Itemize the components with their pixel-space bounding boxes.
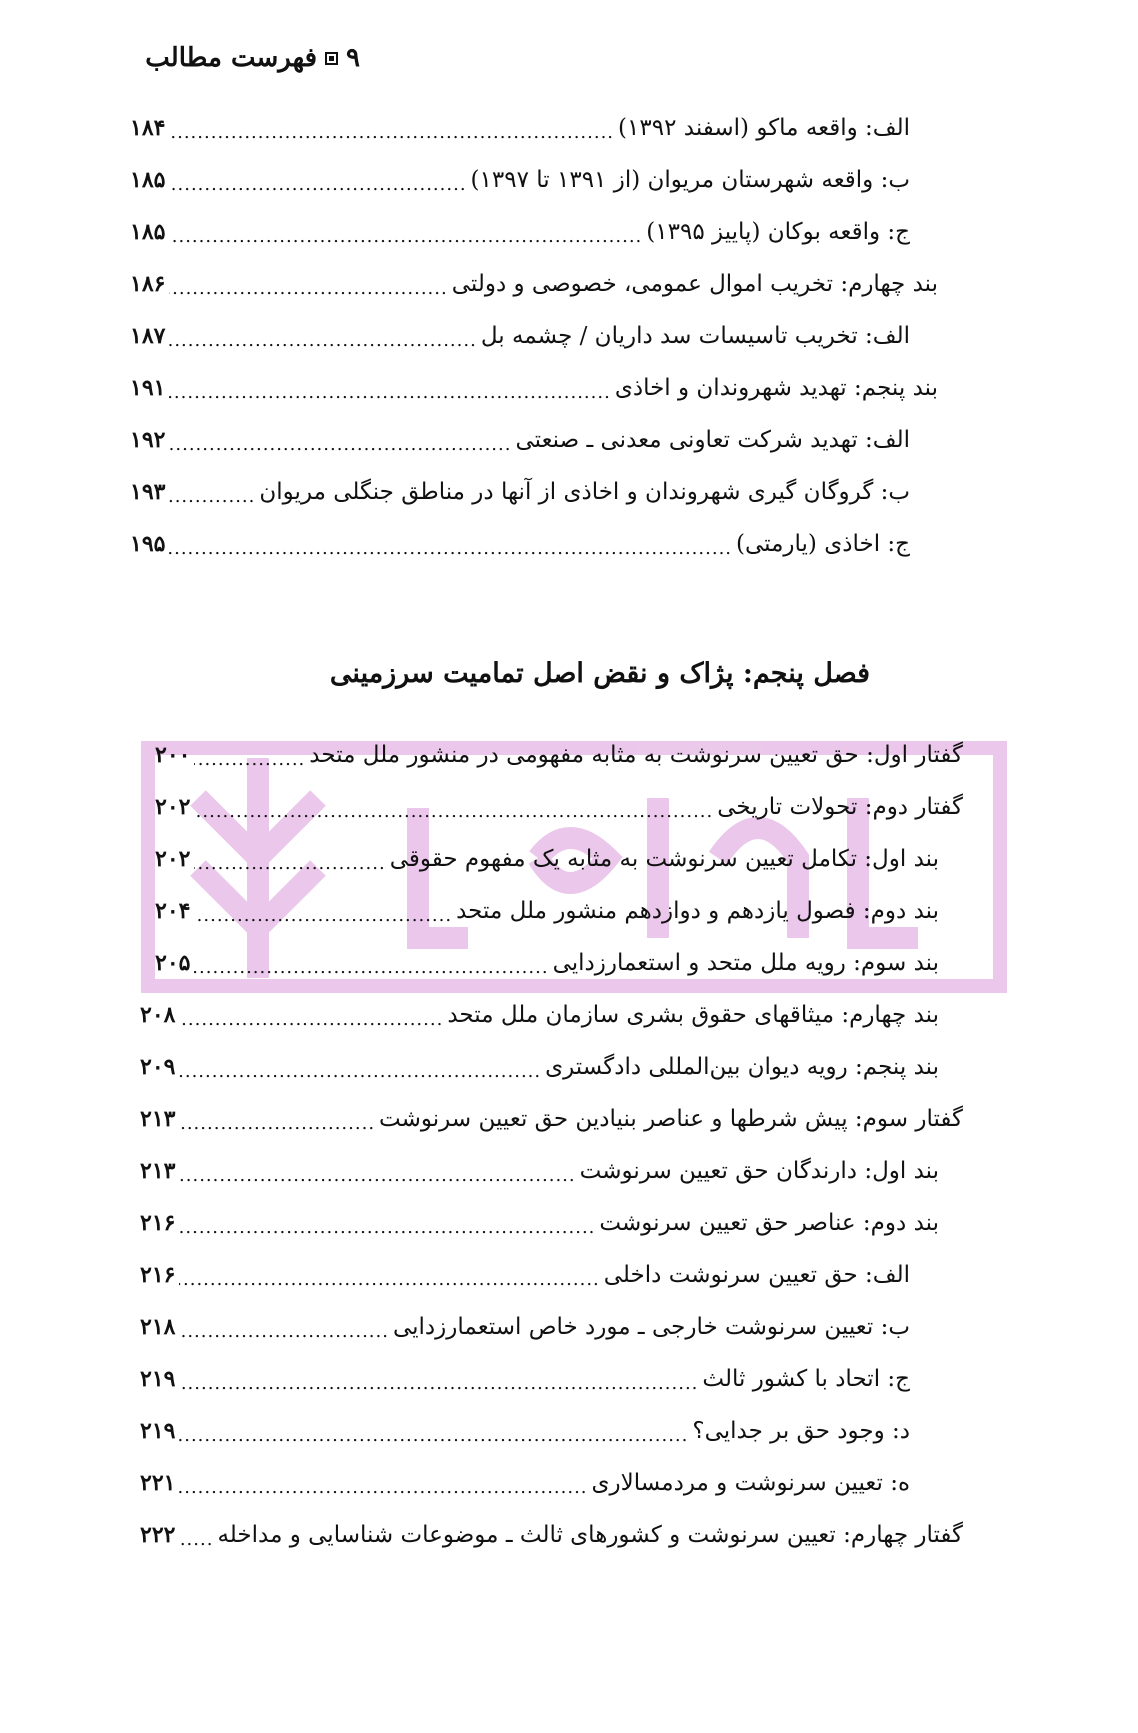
toc-entry-title: بند دوم: فصول یازدهم و دوازدهم منشور ملل متحد [456,898,939,924]
toc-leader-dots [194,957,548,978]
toc-entry [155,787,963,827]
toc-leader-dots [169,122,614,143]
toc-entry-page: ۲۱۹ [140,1418,176,1444]
toc-entry-title: بند اول: تکامل تعیین سرنوشت به مثابه یک مفهوم حقوقی [389,846,939,872]
toc-entry-page: ۲۱۶ [140,1210,176,1236]
header-page-number: ۹ [346,43,360,73]
toc-entry-title: گفتار چهارم: تعیین سرنوشت و کشورهای ثالث ـ موضوعات شناسایی و مداخله [217,1522,963,1548]
toc-leader-dots [194,749,305,770]
toc-entry-title: ب: گروگان گیری شهروندان و اخاذی از آنها در مناطق جنگلی مریوان [259,479,910,505]
toc-leader-dots [179,1425,688,1446]
toc-entry-title: ب: تعیین سرنوشت خارجی ـ مورد خاص استعمارزدایی [392,1314,910,1340]
toc-entry-title: الف: واقعه ماکو (اسفند ۱۳۹۲) [618,115,910,141]
toc-entry [130,108,910,148]
toc-entry-title: ج: اخاذی (یارمتی) [736,531,910,557]
toc-entry-title: د: وجود حق بر جدایی؟ [692,1418,910,1444]
toc-leader-dots [179,1113,375,1134]
toc-entry-page: ۱۹۱ [130,375,166,401]
toc-entry-page: ۲۰۵ [155,950,191,976]
toc-entry-page: ۱۸۴ [130,115,166,141]
toc-leader-dots [194,801,713,822]
toc-entry [130,264,938,304]
toc-leader-dots [169,174,466,195]
toc-leader-dots [169,382,610,403]
toc-entry-title: گفتار سوم: پیش شرطها و عناصر بنیادین حق تعیین سرنوشت [379,1106,963,1132]
toc-entry-title: ج: واقعه بوکان (پاییز ۱۳۹۵) [646,219,910,245]
toc-entry [130,472,910,512]
toc-entry [140,995,939,1035]
toc-entry-page: ۲۱۹ [140,1366,176,1392]
toc-entry-page: ۲۱۶ [140,1262,176,1288]
toc-leader-dots [179,1529,213,1550]
toc-leader-dots [194,853,385,874]
toc-entry-title: بند پنجم: رویه دیوان بین‌المللی دادگستری [545,1054,939,1080]
toc-entry-title: الف: تخریب تاسیسات سد داریان / چشمه بل [480,323,910,349]
toc-entry-page: ۲۰۸ [140,1002,176,1028]
toc-entry-page: ۱۹۵ [130,531,166,557]
toc-entry [155,735,963,775]
toc-leader-dots [169,330,476,351]
toc-entry-title: گفتار اول: حق تعیین سرنوشت به مثابه مفهومی در منشور ملل متحد [309,742,963,768]
toc-entry-page: ۱۹۲ [130,427,166,453]
toc-entry-title: الف: حق تعیین سرنوشت داخلی [603,1262,910,1288]
toc-entry [140,1203,939,1243]
toc-entry-page: ۱۸۵ [130,167,166,193]
toc-entry-title: الف: تهدید شرکت تعاونی معدنی ـ صنعتی [515,427,910,453]
toc-entry-page: ۲۱۸ [140,1314,176,1340]
toc-leader-dots [169,434,511,455]
toc-entry-title: بند پنجم: تهدید شهروندان و اخاذی [614,375,938,401]
toc-entry-page: ۲۰۴ [155,898,191,924]
toc-entry [155,839,939,879]
toc-leader-dots [179,1373,698,1394]
toc-entry-title: ج: اتحاد با کشور ثالث [702,1366,910,1392]
toc-leader-dots [179,1009,443,1030]
toc-entry-page: ۲۰۲ [155,794,191,820]
toc-entry-page: ۱۸۵ [130,219,166,245]
toc-entry [155,891,939,931]
toc-entry-title: بند چهارم: میثاقهای حقوق بشری سازمان ملل متحد [447,1002,939,1028]
toc-entry-title: بند دوم: عناصر حق تعیین سرنوشت [599,1210,939,1236]
toc-leader-dots [169,486,255,507]
toc-entry-page: ۲۱۳ [140,1106,176,1132]
toc-entry [140,1359,910,1399]
square-bullet-icon [325,52,338,65]
toc-leader-dots [169,538,732,559]
toc-entry [130,368,938,408]
toc-entry [130,212,910,252]
toc-entry [140,1307,910,1347]
toc-entry-page: ۲۰۲ [155,846,191,872]
toc-entry-page: ۲۰۹ [140,1054,176,1080]
toc-entry [155,943,939,983]
header-title: فهرست مطالب [145,43,318,73]
toc-leader-dots [179,1061,541,1082]
toc-leader-dots [179,1269,599,1290]
toc-entry-page: ۲۲۲ [140,1522,176,1548]
toc-entry-title: ب: واقعه شهرستان مریوان (از ۱۳۹۱ تا ۱۳۹۷) [470,167,910,193]
toc-entry-title: بند چهارم: تخریب اموال عمومی، خصوصی و دولتی [451,271,938,297]
toc-entry-title: بند سوم: رویه ملل متحد و استعمارزدایی [552,950,939,976]
toc-entry [130,524,910,564]
toc-entry [140,1151,939,1191]
toc-leader-dots [194,905,452,926]
toc-leader-dots [179,1217,595,1238]
toc-leader-dots [179,1165,575,1186]
toc-entry [130,420,910,460]
toc-entry-page: ۲۱۳ [140,1158,176,1184]
toc-leader-dots [179,1321,389,1342]
toc-entry-page: ۱۸۷ [130,323,166,349]
toc-entry-title: ه: تعیین سرنوشت و مردمسالاری [591,1470,910,1496]
toc-entry [140,1255,910,1295]
toc-entry-page: ۱۹۳ [130,479,166,505]
toc-leader-dots [169,226,642,247]
toc-entry [130,316,910,356]
toc-entry-title: بند اول: دارندگان حق تعیین سرنوشت [579,1158,939,1184]
toc-entry [130,160,910,200]
toc-entry-page: ۲۲۱ [140,1470,176,1496]
toc-entry-page: ۱۸۶ [130,271,166,297]
toc-entry-page: ۲۰۰ [155,742,191,768]
toc-entry [140,1515,963,1555]
toc-leader-dots [179,1477,587,1498]
toc-entry [140,1411,910,1451]
toc-entry [140,1047,939,1087]
toc-entry-title: گفتار دوم: تحولات تاریخی [717,794,963,820]
toc-entry [140,1099,963,1139]
toc-leader-dots [169,278,447,299]
running-header [140,38,360,78]
chapter-title: فصل پنجم: پژاک و نقض اصل تمامیت سرزمینی [329,658,871,689]
toc-entry [140,1463,910,1503]
